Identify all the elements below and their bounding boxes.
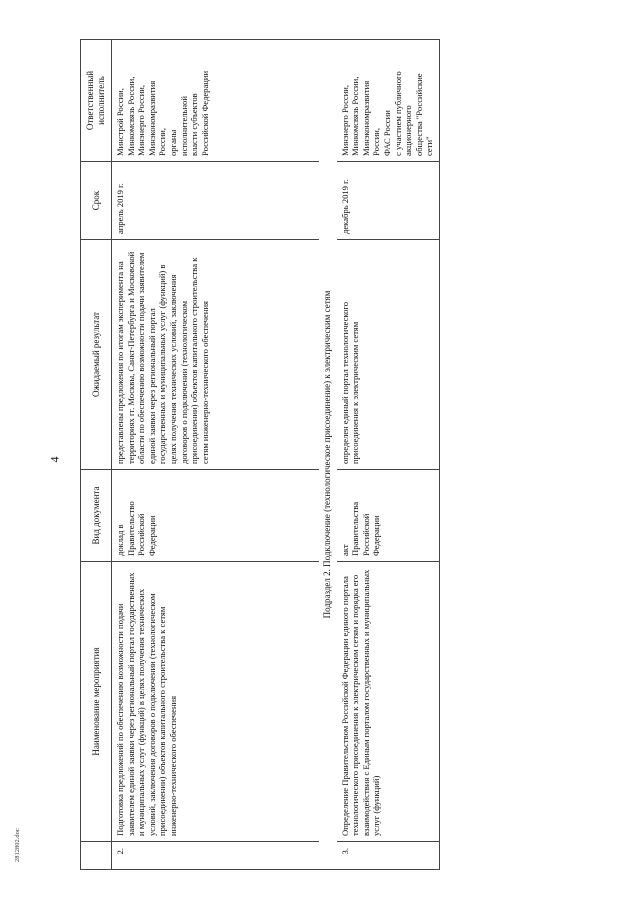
responsible-executor: Минэнерго России, Минкомсвязь России, Минэкономразвития России, ФАС России с участием публичного акционерного общества "Российские сети" [337, 40, 440, 162]
document-type: акт Правительства Российской Федерации [337, 470, 440, 562]
rotated-page [80, 40, 550, 870]
table-row [337, 40, 440, 870]
deadline: декабрь 2019 г. [337, 162, 440, 240]
document-id: 2812802.doc [14, 828, 21, 862]
deadline: апрель 2019 г. [112, 162, 320, 240]
measures-table [80, 39, 440, 870]
expected-result: представлены предложения по итогам эксперимента на территориях гг. Москвы, Санкт-Петербурга и Московской области по обеспечению возможности подачи заявителем единой заявки через региональный портал государственных и муниципальных услуг (функций) в целях получения технических условий, заключения договоров о подключении (технологическом присоединении) объектов капитального строительства к сетям инженерно-технического обеспечения [112, 240, 320, 470]
header-doc-type: Вид документа [81, 470, 112, 562]
measure-name: Определение Правительством Российской Федерации единого портала технологического присоединения к электрическим сетям и порядка его взаимодействия с Единым порталом государственных и муниципальных услуг (функций) [337, 562, 440, 842]
document-type: доклад в Правительство Российской Федерации [112, 470, 320, 562]
header-executor: Ответственный исполнитель [81, 40, 112, 162]
page-number: 4 [47, 456, 62, 463]
header-num [81, 842, 112, 870]
expected-result: определен единый портал технологического присоединения к электрическим сетям [337, 240, 440, 470]
header-result: Ожидаемый результат [81, 240, 112, 470]
table-header-row [81, 40, 112, 870]
responsible-executor: Минстрой России, Минкомсвязь России, Минэнерго России, Минэкономразвития России, органы исполнительной власти субъектов Российской Федерации [112, 40, 320, 162]
row-number: 3. [337, 842, 440, 870]
subsection-row [319, 40, 337, 870]
header-name: Наименование мероприятия [81, 562, 112, 842]
table-row [112, 40, 320, 870]
row-number: 2. [112, 842, 320, 870]
subsection-title: Подраздел 2. Подключение (технологическое присоединение) к электрическим сетям [319, 40, 337, 870]
measure-name: Подготовка предложений по обеспечению возможности подачи заявителем единой заявки через региональный портал государственных и муниципальных услуг (функций) в целях получения технических условий, заключения договоров о подключении (технологическом присоединении) объектов капитального строительства к сетям инженерно-технического обеспечения [112, 562, 320, 842]
header-deadline: Срок [81, 162, 112, 240]
